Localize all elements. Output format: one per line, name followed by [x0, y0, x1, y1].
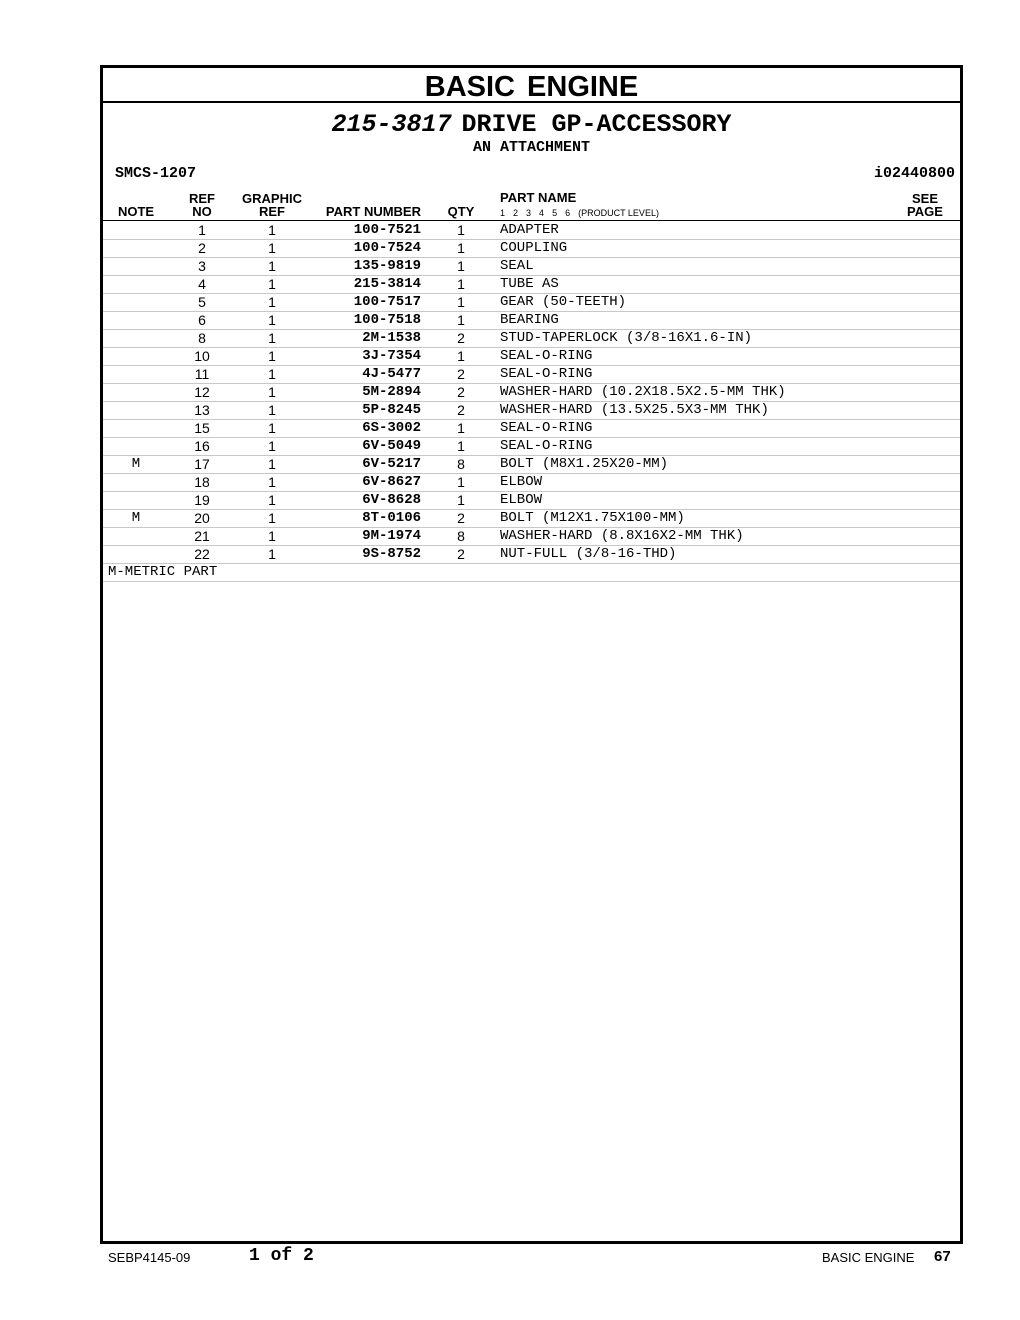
- cell-part-number: 9S-8752: [362, 546, 421, 562]
- cell-qty: 2: [457, 402, 465, 418]
- cell-ref-no: 16: [194, 438, 210, 454]
- cell-ref-no: 10: [194, 348, 210, 364]
- page-footer: [0, 1246, 1020, 1270]
- table-row: [103, 528, 960, 546]
- cell-ref-no: 8: [198, 330, 206, 346]
- cell-part-number: 6S-3002: [362, 420, 421, 436]
- cell-part-name: ELBOW: [500, 474, 543, 490]
- cell-part-name: SEAL-O-RING: [500, 420, 593, 436]
- cell-graphic-ref: 1: [268, 330, 276, 346]
- cell-ref-no: 5: [198, 294, 206, 310]
- group-subtitle: AN ATTACHMENT: [472, 139, 591, 156]
- cell-part-number: 8T-0106: [362, 510, 421, 526]
- table-header: [103, 190, 960, 221]
- footer-doc-id: SEBP4145-09: [108, 1250, 191, 1265]
- cell-part-number: 100-7524: [353, 240, 421, 256]
- cell-part-number: 6V-8627: [362, 474, 421, 490]
- cell-part-name: WASHER-HARD (8.8X16X2-MM THK): [500, 528, 744, 544]
- cell-part-number: 5M-2894: [362, 384, 421, 400]
- cell-qty: 1: [457, 438, 465, 454]
- header-qty: QTY: [447, 204, 475, 219]
- table-row: [103, 366, 960, 384]
- cell-part-name: GEAR (50-TEETH): [500, 294, 627, 310]
- header-ref-bottom: NO: [192, 204, 212, 219]
- cell-graphic-ref: 1: [268, 402, 276, 418]
- parts-table-body: [103, 222, 960, 582]
- cell-ref-no: 17: [194, 456, 210, 472]
- table-row: [103, 222, 960, 240]
- cell-part-number: 100-7518: [353, 312, 421, 328]
- level-5: 5: [552, 208, 558, 218]
- cell-part-name: SEAL-O-RING: [500, 366, 593, 382]
- cell-qty: 1: [457, 348, 465, 364]
- cell-qty: 2: [457, 510, 465, 526]
- cell-graphic-ref: 1: [268, 258, 276, 274]
- cell-graphic-ref: 1: [268, 528, 276, 544]
- cell-part-number: 6V-8628: [362, 492, 421, 508]
- cell-graphic-ref: 1: [268, 546, 276, 562]
- cell-graphic-ref: 1: [268, 456, 276, 472]
- cell-graphic-ref: 1: [268, 420, 276, 436]
- cell-graphic-ref: 1: [268, 366, 276, 382]
- table-row: [103, 474, 960, 492]
- section-title: BASIC ENGINE: [103, 68, 960, 103]
- cell-qty: 1: [457, 492, 465, 508]
- cell-ref-no: 6: [198, 312, 206, 328]
- cell-part-number: 4J-5477: [362, 366, 421, 382]
- footnote-text: M-METRIC PART: [108, 564, 218, 580]
- cell-graphic-ref: 1: [268, 474, 276, 490]
- cell-part-name: SEAL-O-RING: [500, 438, 593, 454]
- table-row: [103, 546, 960, 564]
- cell-qty: 1: [457, 474, 465, 490]
- level-4: 4: [539, 208, 545, 218]
- group-title: [103, 110, 960, 140]
- level-2: 2: [513, 208, 519, 218]
- cell-qty: 8: [457, 456, 465, 472]
- cell-part-number: 6V-5049: [362, 438, 421, 454]
- level-3: 3: [526, 208, 532, 218]
- header-graphic-top: GRAPHIC: [242, 191, 302, 206]
- table-row: [103, 420, 960, 438]
- cell-qty: 2: [457, 546, 465, 562]
- cell-part-name: WASHER-HARD (13.5X25.5X3-MM THK): [500, 402, 769, 418]
- table-row: [103, 330, 960, 348]
- level-6: 6: [565, 208, 571, 218]
- cell-part-name: BOLT (M8X1.25X20-MM): [500, 456, 669, 472]
- illustration-id: i02440800: [873, 165, 955, 182]
- cell-part-number: 215-3814: [353, 276, 421, 292]
- cell-graphic-ref: 1: [268, 510, 276, 526]
- footer-section: BASIC ENGINE: [822, 1250, 915, 1265]
- cell-qty: 1: [457, 294, 465, 310]
- header-part-number: PART NUMBER: [325, 204, 421, 219]
- cell-qty: 1: [457, 258, 465, 274]
- group-name: DRIVE GP-ACCESSORY: [461, 110, 732, 139]
- cell-part-number: 135-9819: [353, 258, 421, 274]
- cell-graphic-ref: 1: [268, 348, 276, 364]
- cell-part-number: 5P-8245: [362, 402, 421, 418]
- table-row: [103, 402, 960, 420]
- table-row: [103, 258, 960, 276]
- cell-ref-no: 13: [194, 402, 210, 418]
- cell-ref-no: 21: [194, 528, 210, 544]
- cell-note: M: [131, 510, 141, 526]
- table-row: [103, 456, 960, 474]
- cell-graphic-ref: 1: [268, 312, 276, 328]
- cell-qty: 8: [457, 528, 465, 544]
- parts-page-frame: [100, 65, 963, 1244]
- cell-ref-no: 1: [198, 222, 206, 238]
- product-level-label: (PRODUCT LEVEL): [578, 208, 659, 218]
- cell-ref-no: 2: [198, 240, 206, 256]
- cell-part-number: 100-7521: [353, 222, 421, 238]
- cell-part-number: 100-7517: [353, 294, 421, 310]
- cell-part-name: NUT-FULL (3/8-16-THD): [500, 546, 677, 562]
- cell-part-name: ELBOW: [500, 492, 543, 508]
- cell-qty: 2: [457, 330, 465, 346]
- table-row: [103, 294, 960, 312]
- header-product-levels: [500, 206, 667, 220]
- cell-part-number: 9M-1974: [362, 528, 421, 544]
- cell-qty: 1: [457, 240, 465, 256]
- cell-part-name: COUPLING: [500, 240, 568, 256]
- header-ref-top: REF: [189, 191, 215, 206]
- cell-part-name: BEARING: [500, 312, 559, 328]
- cell-graphic-ref: 1: [268, 384, 276, 400]
- table-row: [103, 438, 960, 456]
- group-number: 215-3817: [331, 110, 452, 139]
- cell-part-name: WASHER-HARD (10.2X18.5X2.5-MM THK): [500, 384, 786, 400]
- table-row: [103, 276, 960, 294]
- footer-sheet: 1 of 2: [249, 1246, 314, 1266]
- table-row: [103, 348, 960, 366]
- cell-graphic-ref: 1: [268, 492, 276, 508]
- cell-ref-no: 18: [194, 474, 210, 490]
- smcs-code: SMCS-1207: [115, 165, 197, 182]
- cell-ref-no: 19: [194, 492, 210, 508]
- header-graphic-bottom: REF: [259, 204, 285, 219]
- metric-footnote: [103, 564, 960, 582]
- cell-ref-no: 4: [198, 276, 206, 292]
- cell-graphic-ref: 1: [268, 222, 276, 238]
- cell-qty: 1: [457, 420, 465, 436]
- header-see-bottom: PAGE: [907, 204, 943, 219]
- cell-part-name: SEAL-O-RING: [500, 348, 593, 364]
- cell-ref-no: 20: [194, 510, 210, 526]
- cell-graphic-ref: 1: [268, 294, 276, 310]
- cell-part-number: 6V-5217: [362, 456, 421, 472]
- table-row: [103, 510, 960, 528]
- cell-qty: 2: [457, 384, 465, 400]
- cell-part-name: SEAL: [500, 258, 534, 274]
- cell-part-number: 2M-1538: [362, 330, 421, 346]
- cell-part-name: TUBE AS: [500, 276, 559, 292]
- table-row: [103, 492, 960, 510]
- cell-part-name: ADAPTER: [500, 222, 559, 238]
- cell-ref-no: 15: [194, 420, 210, 436]
- table-row: [103, 312, 960, 330]
- footer-page-number: 67: [934, 1248, 951, 1265]
- cell-graphic-ref: 1: [268, 438, 276, 454]
- header-part-name: PART NAME: [500, 190, 577, 205]
- cell-part-name: STUD-TAPERLOCK (3/8-16X1.6-IN): [500, 330, 753, 346]
- cell-ref-no: 22: [194, 546, 210, 562]
- cell-qty: 1: [457, 312, 465, 328]
- cell-qty: 1: [457, 276, 465, 292]
- cell-qty: 1: [457, 222, 465, 238]
- cell-ref-no: 3: [198, 258, 206, 274]
- cell-ref-no: 12: [194, 384, 210, 400]
- header-see-top: SEE: [911, 191, 938, 206]
- cell-graphic-ref: 1: [268, 240, 276, 256]
- cell-part-name: BOLT (M12X1.75X100-MM): [500, 510, 685, 526]
- table-row: [103, 240, 960, 258]
- cell-qty: 2: [457, 366, 465, 382]
- header-note: NOTE: [117, 204, 155, 219]
- cell-note: M: [131, 456, 141, 472]
- cell-part-number: 3J-7354: [362, 348, 421, 364]
- cell-ref-no: 11: [194, 366, 210, 382]
- table-row: [103, 384, 960, 402]
- cell-graphic-ref: 1: [268, 276, 276, 292]
- level-1: 1: [500, 208, 506, 218]
